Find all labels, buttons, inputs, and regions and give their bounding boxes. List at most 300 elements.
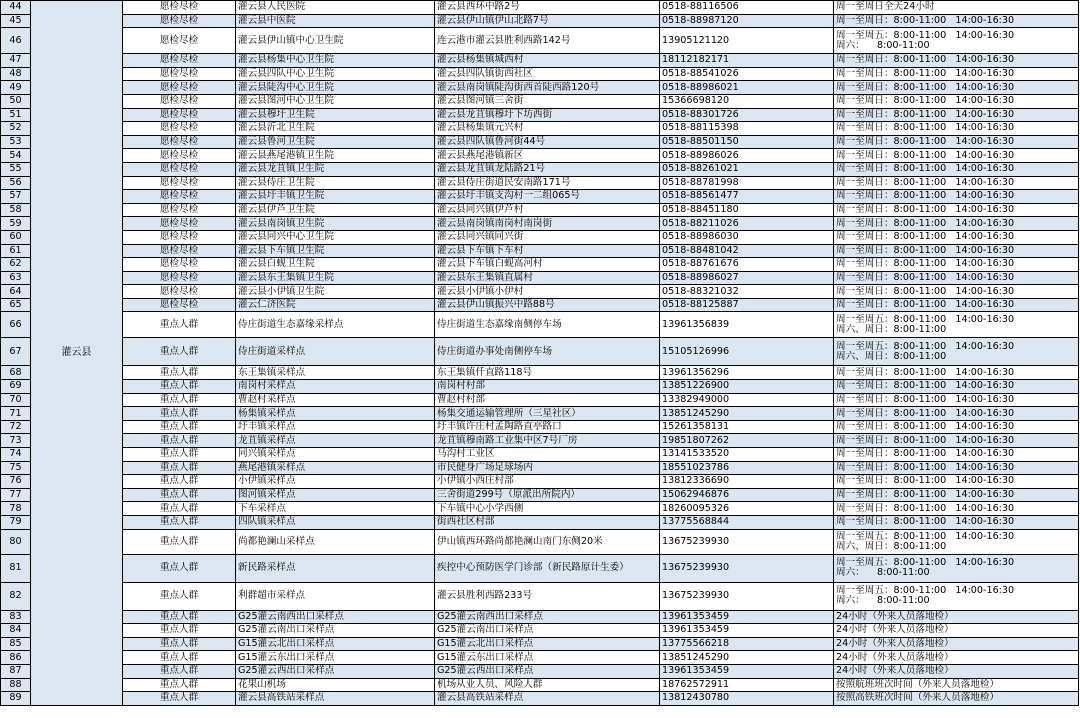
site-name-cell: 尚都艳澜山采样点	[236, 529, 435, 554]
category-cell: 重点人群	[123, 637, 236, 651]
row-number-cell: 86	[1, 651, 31, 665]
table-row	[1, 407, 1079, 421]
row-number-cell: 61	[1, 244, 31, 258]
address-cell: 伊山镇西环路尚都艳澜山南门东侧20米	[435, 529, 660, 554]
row-number-cell: 69	[1, 380, 31, 394]
category-cell: 重点人群	[123, 393, 236, 407]
site-name-cell: 四队镇采样点	[236, 516, 435, 530]
category-cell: 重点人群	[123, 624, 236, 638]
hours-cell: 周一至周五：8:00-11:00 14:00-16:30 周六、周日：8:00-11:00	[834, 312, 1079, 338]
address-cell: 灌云县伊山镇振兴中路88号	[435, 298, 660, 312]
site-name-cell: 灌云县同兴中心卫生院	[236, 230, 435, 244]
site-name-cell: 灌云县四队中心卫生院	[236, 67, 435, 81]
phone-cell: 0518-88261021	[660, 162, 834, 176]
phone-cell: 15261358131	[660, 420, 834, 434]
address-cell: 灌云县四队镇街西社区	[435, 67, 660, 81]
address-cell: 灌云县高铁站采样点	[435, 692, 660, 706]
category-cell: 重点人群	[123, 448, 236, 462]
row-number-cell: 67	[1, 338, 31, 366]
site-name-cell: 灌云县小伊镇卫生院	[236, 285, 435, 299]
category-cell: 愿检尽检	[123, 190, 236, 204]
site-name-cell: 圩丰镇采样点	[236, 420, 435, 434]
hours-cell: 周一至周日：8:00-11:00 14:00-16:30	[834, 67, 1079, 81]
hours-cell: 周一至周日：8:00-11:00 14:00-16:30	[834, 14, 1079, 28]
address-cell: 曹赵村村部	[435, 393, 660, 407]
row-number-cell: 79	[1, 516, 31, 530]
category-cell: 重点人群	[123, 582, 236, 610]
site-name-cell: 新民路采样点	[236, 554, 435, 582]
site-name-cell: 灌云县图河中心卫生院	[236, 94, 435, 108]
phone-cell: 15105126996	[660, 338, 834, 366]
table-row	[1, 54, 1079, 68]
category-cell: 愿检尽检	[123, 54, 236, 68]
table-row	[1, 244, 1079, 258]
hours-cell: 周一至周日：8:00-11:00 14:00-16:30	[834, 502, 1079, 516]
category-cell: 重点人群	[123, 651, 236, 665]
phone-cell: 13812430780	[660, 692, 834, 706]
category-cell: 愿检尽检	[123, 298, 236, 312]
hours-cell: 24小时（外来人员落地检）	[834, 651, 1079, 665]
hours-cell: 周一至周日：8:00-11:00 14:00-16:30	[834, 122, 1079, 136]
phone-cell: 13905121120	[660, 28, 834, 54]
site-name-cell: 灌云县下车镇卫生院	[236, 244, 435, 258]
address-cell: 街西社区村部	[435, 516, 660, 530]
site-name-cell: 灌云县白蚬卫生院	[236, 258, 435, 272]
address-cell: 疾控中心预防医学门诊部（新民路原计生委）	[435, 554, 660, 582]
hours-cell: 周一至周日：8:00-11:00 14:00-16:30	[834, 108, 1079, 122]
category-cell: 重点人群	[123, 312, 236, 338]
phone-cell: 19851807262	[660, 434, 834, 448]
hours-cell: 周一至周五：8:00-11:00 14:00-16:30 周六： 8:00-11:00	[834, 554, 1079, 582]
site-name-cell: 灌云县龙苴镇卫生院	[236, 162, 435, 176]
phone-cell: 13851226900	[660, 380, 834, 394]
category-cell: 重点人群	[123, 475, 236, 489]
category-cell: 愿检尽检	[123, 122, 236, 136]
phone-cell: 18551023786	[660, 461, 834, 475]
site-name-cell: 灌云县人民医院	[236, 1, 435, 15]
table-row	[1, 624, 1079, 638]
row-number-cell: 56	[1, 176, 31, 190]
site-name-cell: 灌云县东王集镇卫生院	[236, 271, 435, 285]
row-number-cell: 70	[1, 393, 31, 407]
row-number-cell: 46	[1, 28, 31, 54]
hours-cell: 周一至周日：8:00-11:00 14:00-16:30	[834, 258, 1079, 272]
category-cell: 重点人群	[123, 434, 236, 448]
site-name-cell: G25灌云南西出口采样点	[236, 610, 435, 624]
hours-cell: 周一至周日：8:00-11:00 14:00-16:30	[834, 298, 1079, 312]
hours-cell: 周一至周日：8:00-11:00 14:00-16:30	[834, 149, 1079, 163]
phone-cell: 0518-88987120	[660, 14, 834, 28]
hours-cell: 周一至周五：8:00-11:00 14:00-16:30 周六、周日：8:00-11:00	[834, 338, 1079, 366]
category-cell: 重点人群	[123, 554, 236, 582]
address-cell: 灌云县东王集镇直属村	[435, 271, 660, 285]
address-cell: 灌云县同兴镇伊芦村	[435, 203, 660, 217]
phone-cell: 13675239930	[660, 582, 834, 610]
hours-cell: 周一至周日：8:00-11:00 14:00-16:30	[834, 203, 1079, 217]
site-name-cell: 龙苴镇采样点	[236, 434, 435, 448]
category-cell: 愿检尽检	[123, 28, 236, 54]
site-name-cell: 灌云县燕尾港镇卫生院	[236, 149, 435, 163]
phone-cell: 13675239930	[660, 554, 834, 582]
row-number-cell: 53	[1, 135, 31, 149]
row-number-cell: 59	[1, 217, 31, 231]
site-name-cell: 灌云县伊芦卫生院	[236, 203, 435, 217]
row-number-cell: 54	[1, 149, 31, 163]
category-cell: 重点人群	[123, 610, 236, 624]
site-name-cell: 花果山机场	[236, 678, 435, 692]
hours-cell: 周一至周日：8:00-11:00 14:00-16:30	[834, 461, 1079, 475]
site-name-cell: 侍庄街道生态嘉缘采样点	[236, 312, 435, 338]
hours-cell: 周一至周日：8:00-11:00 14:00-16:30	[834, 230, 1079, 244]
hours-cell: 周一至周日：8:00-11:00 14:00-16:30	[834, 94, 1079, 108]
hours-cell: 24小时（外来人员落地检）	[834, 624, 1079, 638]
site-name-cell: 灌云县伊山镇中心卫生院	[236, 28, 435, 54]
category-cell: 重点人群	[123, 366, 236, 380]
row-number-cell: 52	[1, 122, 31, 136]
table-row	[1, 203, 1079, 217]
category-cell: 愿检尽检	[123, 149, 236, 163]
row-number-cell: 49	[1, 81, 31, 95]
site-name-cell: 灌云县高铁站采样点	[236, 692, 435, 706]
category-cell: 愿检尽检	[123, 135, 236, 149]
site-name-cell: 灌云县圩丰镇卫生院	[236, 190, 435, 204]
site-name-cell: 灌云县穆圩卫生院	[236, 108, 435, 122]
category-cell: 重点人群	[123, 420, 236, 434]
address-cell: 灌云县龙苴镇龙陆路21号	[435, 162, 660, 176]
table-row	[1, 678, 1079, 692]
row-number-cell: 76	[1, 475, 31, 489]
address-cell: 灌云县南岗镇陡沟街西首陡西路120号	[435, 81, 660, 95]
table-row	[1, 94, 1079, 108]
row-number-cell: 47	[1, 54, 31, 68]
row-number-cell: 83	[1, 610, 31, 624]
table-row	[1, 108, 1079, 122]
row-number-cell: 74	[1, 448, 31, 462]
phone-cell: 15062946876	[660, 488, 834, 502]
category-cell: 愿检尽检	[123, 162, 236, 176]
table-row	[1, 502, 1079, 516]
address-cell: G15灌云东出口采样点	[435, 651, 660, 665]
row-number-cell: 55	[1, 162, 31, 176]
category-cell: 愿检尽检	[123, 203, 236, 217]
hours-cell: 周一至周日：8:00-11:00 14:00-16:30	[834, 420, 1079, 434]
category-cell: 重点人群	[123, 338, 236, 366]
row-number-cell: 82	[1, 582, 31, 610]
table-row	[1, 380, 1079, 394]
table-row	[1, 637, 1079, 651]
hours-cell: 周一至周日：8:00-11:00 14:00-16:30	[834, 135, 1079, 149]
phone-cell: 18260095326	[660, 502, 834, 516]
site-name-cell: 灌云县侍庄卫生院	[236, 176, 435, 190]
table-row	[1, 448, 1079, 462]
category-cell: 愿检尽检	[123, 67, 236, 81]
category-cell: 愿检尽检	[123, 14, 236, 28]
address-cell: 灌云县燕尾港镇新区	[435, 149, 660, 163]
phone-cell: 13812336690	[660, 475, 834, 489]
table-row	[1, 230, 1079, 244]
site-name-cell: G25灌云西出口采样点	[236, 664, 435, 678]
site-name-cell: G15灌云北出口采样点	[236, 637, 435, 651]
hours-cell: 按照航班班次时间（外来人员落地检）	[834, 678, 1079, 692]
table-row	[1, 271, 1079, 285]
table-row	[1, 529, 1079, 554]
row-number-cell: 87	[1, 664, 31, 678]
table-row	[1, 28, 1079, 54]
hours-cell: 周一至周五：8:00-11:00 14:00-16:30 周六： 8:00-11:00	[834, 28, 1079, 54]
address-cell: 灌云县圩丰镇支沟村一二组065号	[435, 190, 660, 204]
table-row	[1, 217, 1079, 231]
row-number-cell: 48	[1, 67, 31, 81]
phone-cell: 0518-88986030	[660, 230, 834, 244]
category-cell: 愿检尽检	[123, 94, 236, 108]
category-cell: 重点人群	[123, 502, 236, 516]
hours-cell: 周一至周日：8:00-11:00 14:00-16:30	[834, 285, 1079, 299]
hours-cell: 周一至周日：8:00-11:00 14:00-16:30	[834, 217, 1079, 231]
category-cell: 愿检尽检	[123, 217, 236, 231]
category-cell: 重点人群	[123, 516, 236, 530]
table-row	[1, 81, 1079, 95]
address-cell: 连云港市灌云县胜利西路142号	[435, 28, 660, 54]
table-row	[1, 554, 1079, 582]
hours-cell: 周一至周日：8:00-11:00 14:00-16:30	[834, 366, 1079, 380]
phone-cell: 13851245290	[660, 407, 834, 421]
category-cell: 重点人群	[123, 461, 236, 475]
category-cell: 愿检尽检	[123, 271, 236, 285]
address-cell: 灌云县伊山镇伊山北路7号	[435, 14, 660, 28]
table-row	[1, 488, 1079, 502]
hours-cell: 周一至周日：8:00-11:00 14:00-16:30	[834, 434, 1079, 448]
hours-cell: 周一至周日：8:00-11:00 14:00-16:30	[834, 54, 1079, 68]
hours-cell: 按照高铁班次时间（外来人员落地检）	[834, 692, 1079, 706]
address-cell: 灌云县龙苴镇穆圩下坊西街	[435, 108, 660, 122]
table-row	[1, 610, 1079, 624]
phone-cell: 13382949000	[660, 393, 834, 407]
row-number-cell: 80	[1, 529, 31, 554]
table-row	[1, 258, 1079, 272]
phone-cell: 0518-88761676	[660, 258, 834, 272]
address-cell: 灌云县南岗镇南岗村南岗街	[435, 217, 660, 231]
row-number-cell: 63	[1, 271, 31, 285]
table-row	[1, 475, 1079, 489]
hours-cell: 周一至周五：8:00-11:00 14:00-16:30 周六： 8:00-11:00	[834, 582, 1079, 610]
phone-cell: 0518-88986027	[660, 271, 834, 285]
phone-cell: 0518-88481042	[660, 244, 834, 258]
table-row	[1, 1, 1079, 15]
site-name-cell: 灌云县鲁河卫生院	[236, 135, 435, 149]
table-row	[1, 285, 1079, 299]
address-cell: 机场从业人员、风险人群	[435, 678, 660, 692]
hours-cell: 周一至周五：8:00-11:00 14:00-16:30 周六、周日：8:00-11:00	[834, 529, 1079, 554]
site-name-cell: 灌云县陡沟中心卫生院	[236, 81, 435, 95]
phone-cell: 13961356839	[660, 312, 834, 338]
site-name-cell: 灌云县沂北卫生院	[236, 122, 435, 136]
row-number-cell: 85	[1, 637, 31, 651]
category-cell: 重点人群	[123, 664, 236, 678]
site-name-cell: 利群超市采样点	[236, 582, 435, 610]
site-name-cell: G25灌云南出口采样点	[236, 624, 435, 638]
table-row	[1, 434, 1079, 448]
phone-cell: 13775568844	[660, 516, 834, 530]
phone-cell: 0518-88116506	[660, 1, 834, 15]
table-row	[1, 190, 1079, 204]
phone-cell: 0518-88125887	[660, 298, 834, 312]
phone-cell: 0518-88301726	[660, 108, 834, 122]
hours-cell: 周一至周日全天24小时	[834, 1, 1079, 15]
phone-cell: 15366698120	[660, 94, 834, 108]
row-number-cell: 77	[1, 488, 31, 502]
site-name-cell: 燕尾港镇采样点	[236, 461, 435, 475]
row-number-cell: 78	[1, 502, 31, 516]
row-number-cell: 81	[1, 554, 31, 582]
hours-cell: 周一至周日：8:00-11:00 14:00-16:30	[834, 448, 1079, 462]
site-name-cell: 南岗村采样点	[236, 380, 435, 394]
site-name-cell: 曹赵村采样点	[236, 393, 435, 407]
table-row	[1, 312, 1079, 338]
hours-cell: 周一至周日：8:00-11:00 14:00-16:30	[834, 176, 1079, 190]
row-number-cell: 88	[1, 678, 31, 692]
category-cell: 重点人群	[123, 380, 236, 394]
phone-cell: 13141533520	[660, 448, 834, 462]
row-number-cell: 64	[1, 285, 31, 299]
phone-cell: 13675239930	[660, 529, 834, 554]
address-cell: G15灌云北出口采样点	[435, 637, 660, 651]
address-cell: 灌云县下车镇下车村	[435, 244, 660, 258]
hours-cell: 24小时（外来人员落地检）	[834, 610, 1079, 624]
phone-cell: 18762572911	[660, 678, 834, 692]
table-row	[1, 149, 1079, 163]
table-row	[1, 664, 1079, 678]
site-name-cell: 侍庄街道采样点	[236, 338, 435, 366]
phone-cell: 0518-88561477	[660, 190, 834, 204]
table-row	[1, 366, 1079, 380]
table-row	[1, 122, 1079, 136]
hours-cell: 24小时（外来人员落地检）	[834, 637, 1079, 651]
address-cell: 东王集镇仟直路118号	[435, 366, 660, 380]
row-number-cell: 45	[1, 14, 31, 28]
table-row	[1, 582, 1079, 610]
table-row	[1, 338, 1079, 366]
row-number-cell: 50	[1, 94, 31, 108]
category-cell: 重点人群	[123, 692, 236, 706]
site-name-cell: 同兴镇采样点	[236, 448, 435, 462]
phone-cell: 18112182171	[660, 54, 834, 68]
table-row	[1, 298, 1079, 312]
address-cell: 灌云县杨集镇城西村	[435, 54, 660, 68]
hours-cell: 周一至周日：8:00-11:00 14:00-16:30	[834, 393, 1079, 407]
hours-cell: 周一至周日：8:00-11:00 14:00-16:30	[834, 190, 1079, 204]
address-cell: 圩丰镇许庄村孟陶路直亭路口	[435, 420, 660, 434]
phone-cell: 0518-88541026	[660, 67, 834, 81]
row-number-cell: 72	[1, 420, 31, 434]
site-name-cell: 下车采样点	[236, 502, 435, 516]
table-row	[1, 393, 1079, 407]
row-number-cell: 75	[1, 461, 31, 475]
table-row	[1, 516, 1079, 530]
row-number-cell: 60	[1, 230, 31, 244]
address-cell: G25灌云西出口采样点	[435, 664, 660, 678]
row-number-cell: 66	[1, 312, 31, 338]
address-cell: 灌云县图河镇三舍街	[435, 94, 660, 108]
table-row	[1, 162, 1079, 176]
category-cell: 重点人群	[123, 488, 236, 502]
category-cell: 愿检尽检	[123, 81, 236, 95]
phone-cell: 0518-88451180	[660, 203, 834, 217]
category-cell: 愿检尽检	[123, 285, 236, 299]
site-name-cell: 东王集镇采样点	[236, 366, 435, 380]
category-cell: 愿检尽检	[123, 176, 236, 190]
category-cell: 愿检尽检	[123, 230, 236, 244]
site-name-cell: 灌云县中医院	[236, 14, 435, 28]
category-cell: 重点人群	[123, 407, 236, 421]
address-cell: 小伊镇小西庄村部	[435, 475, 660, 489]
site-name-cell: 灌云仁济医院	[236, 298, 435, 312]
table-row	[1, 176, 1079, 190]
phone-cell: 13961353459	[660, 610, 834, 624]
hours-cell: 周一至周日：8:00-11:00 14:00-16:30	[834, 475, 1079, 489]
phone-cell: 0518-88501150	[660, 135, 834, 149]
row-number-cell: 73	[1, 434, 31, 448]
category-cell: 愿检尽检	[123, 244, 236, 258]
hours-cell: 周一至周日：8:00-11:00 14:00-16:30	[834, 407, 1079, 421]
address-cell: G25灌云南西出口采样点	[435, 610, 660, 624]
hours-cell: 24小时（外来人员落地检）	[834, 664, 1079, 678]
phone-cell: 0518-88986026	[660, 149, 834, 163]
row-number-cell: 58	[1, 203, 31, 217]
site-name-cell: 图河镇采样点	[236, 488, 435, 502]
row-number-cell: 89	[1, 692, 31, 706]
phone-cell: 0518-88781998	[660, 176, 834, 190]
site-name-cell: 灌云县杨集中心卫生院	[236, 54, 435, 68]
hours-cell: 周一至周日：8:00-11:00 14:00-16:30	[834, 81, 1079, 95]
category-cell: 重点人群	[123, 529, 236, 554]
site-name-cell: 杨集镇采样点	[236, 407, 435, 421]
row-number-cell: 62	[1, 258, 31, 272]
address-cell: 下车镇中心小学西侧	[435, 502, 660, 516]
category-cell: 愿检尽检	[123, 258, 236, 272]
address-cell: 市民健身广场足球场内	[435, 461, 660, 475]
address-cell: 灌云县四队镇鲁河街44号	[435, 135, 660, 149]
address-cell: 龙苴镇穆南路工业集中区7号厂房	[435, 434, 660, 448]
category-cell: 愿检尽检	[123, 1, 236, 15]
address-cell: 灌云县胜利西路233号	[435, 582, 660, 610]
category-cell: 愿检尽检	[123, 108, 236, 122]
hours-cell: 周一至周日：8:00-11:00 14:00-16:30	[834, 244, 1079, 258]
phone-cell: 0518-88321032	[660, 285, 834, 299]
address-cell: 侍庄街道办事处南侧停车场	[435, 338, 660, 366]
table-body	[1, 1, 1079, 706]
address-cell: 灌云县侍庄街道民安南路171号	[435, 176, 660, 190]
hours-cell: 周一至周日：8:00-11:00 14:00-16:30	[834, 380, 1079, 394]
table-row	[1, 651, 1079, 665]
address-cell: 杨集交通运输管理所（三星社区）	[435, 407, 660, 421]
address-cell: 灌云县小伊镇小伊村	[435, 285, 660, 299]
address-cell: 马沟村工业区	[435, 448, 660, 462]
table-row	[1, 420, 1079, 434]
row-number-cell: 65	[1, 298, 31, 312]
table-row	[1, 135, 1079, 149]
row-number-cell: 51	[1, 108, 31, 122]
hours-cell: 周一至周日：8:00-11:00 14:00-16:30	[834, 162, 1079, 176]
phone-cell: 13851245290	[660, 651, 834, 665]
address-cell: 侍庄街道生态嘉缘南侧停车场	[435, 312, 660, 338]
hours-cell: 周一至周日：8:00-11:00 14:00-16:30	[834, 271, 1079, 285]
address-cell: 灌云县同兴镇同兴街	[435, 230, 660, 244]
category-cell: 重点人群	[123, 678, 236, 692]
phone-cell: 0518-88986021	[660, 81, 834, 95]
row-number-cell: 44	[1, 1, 31, 15]
table-row	[1, 461, 1079, 475]
row-number-cell: 57	[1, 190, 31, 204]
